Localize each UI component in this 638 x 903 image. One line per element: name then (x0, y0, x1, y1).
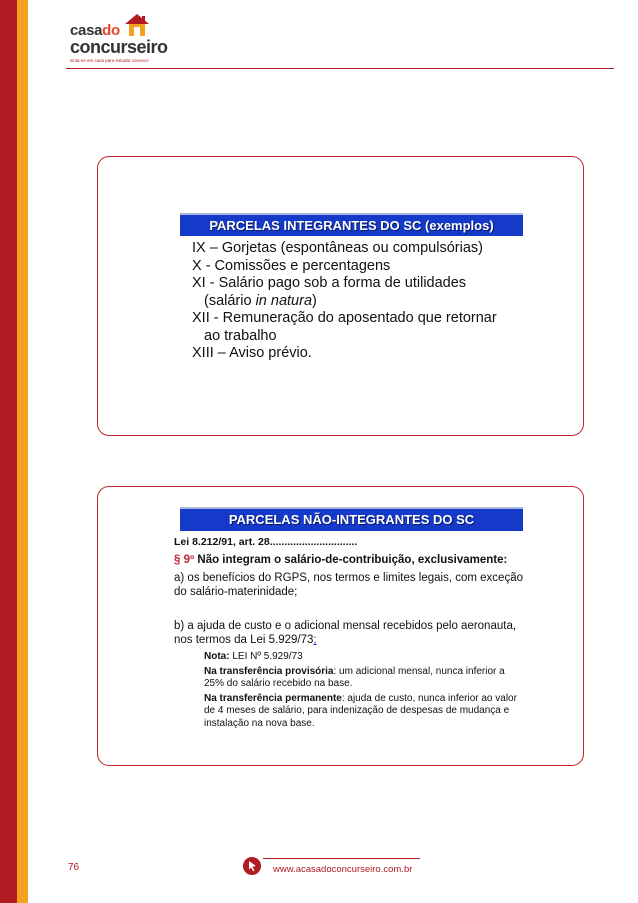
integrantes-list (192, 240, 522, 363)
nao-integrantes-content (174, 535, 524, 732)
footer-url[interactable]: www.acasadoconcurseiro.com.br (273, 864, 413, 875)
note-provisoria: Na transferência provisória: um adicional mensal, nunca inferior a 25% do salário recebido na base. (204, 665, 505, 689)
list-item: X - Comissões e percentagens (192, 257, 391, 274)
logo-line1: casado (70, 22, 120, 39)
left-orange-stripe (17, 0, 28, 903)
list-item-continuation: (salário in natura) (204, 292, 317, 309)
list-item: XII - Remuneração do aposentado que retornar (192, 310, 497, 326)
page-number: 76 (68, 862, 80, 873)
note-line: Nota: LEI Nº 5.929/73 (204, 651, 303, 662)
list-item: IX – Gorjetas (espontâneas ou compulsórias) (192, 240, 483, 256)
left-red-stripe (0, 0, 17, 903)
list-item: XI - Salário pago sob a forma de utilidades (192, 275, 467, 291)
header-divider (66, 68, 614, 69)
banner-integrantes: PARCELAS INTEGRANTES DO SC (exemplos) (180, 213, 523, 236)
item-a: a) os benefícios do RGPS, nos termos e limites legais, com exceção do salário-materinidade; (174, 572, 523, 598)
item-b: b) a ajuda de custo e o adicional mensal recebidos pelo aeronauta, nos termos da Lei 5.929/73; (174, 620, 517, 646)
banner-nao-integrantes: PARCELAS NÃO-INTEGRANTES DO SC (180, 507, 523, 531)
law-reference: Lei 8.212/91, art. 28.............................. (174, 536, 358, 548)
logo-line2: concurseiro (70, 37, 168, 57)
notes (174, 651, 524, 730)
house-icon (123, 12, 151, 38)
footer-divider (263, 858, 420, 859)
note-permanente: Na transferência permanente: ajuda de custo, nunca inferior ao valor de 4 meses de salário, para indenização de despesas de mudança e instalação na nova base. (204, 692, 517, 729)
cursor-icon (243, 857, 261, 875)
paragraph-heading: § 9º Não integram o salário-de-contribuição, exclusivamente: (174, 554, 508, 566)
logo (70, 14, 180, 68)
list-item-continuation: ao trabalho (204, 327, 277, 344)
list-item: XIII – Aviso prévio. (192, 345, 312, 361)
logo-tagline: sinta-se em casa para estudar conosco (70, 58, 149, 63)
